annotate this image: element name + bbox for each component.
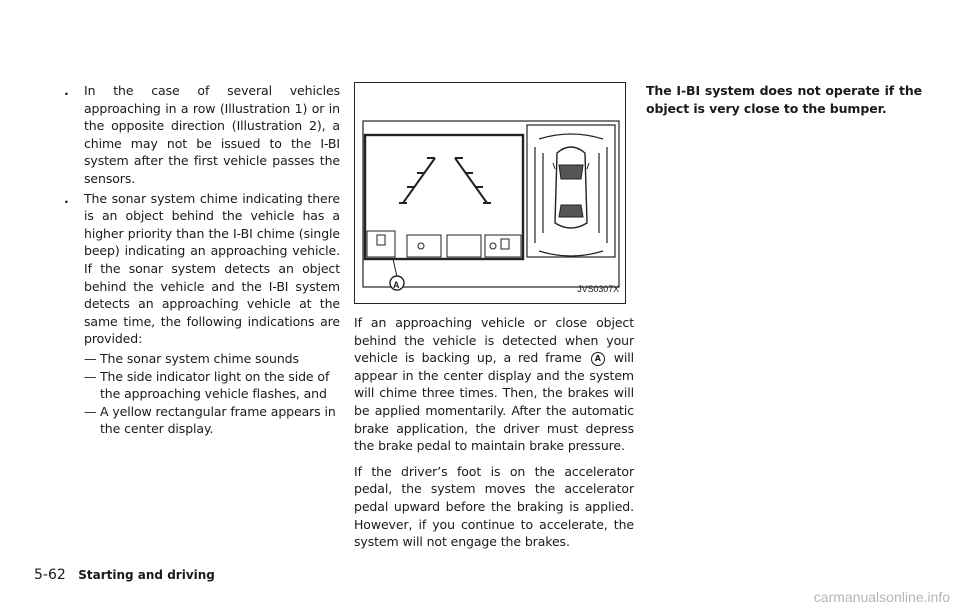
column-middle bbox=[354, 82, 634, 559]
page-number: 5-62 bbox=[34, 567, 66, 583]
paragraph: If the driver’s foot is on the accelerator pedal, the system moves the accelerator pedal upward before the braking is applied. However, if you continue to accelerate, the system will not engage the brakes. bbox=[354, 463, 634, 550]
car-top-view-icon bbox=[553, 147, 589, 228]
paragraph-text: If an approaching vehicle or close object behind the vehicle is detected when your vehicle is backing up, a red frame bbox=[354, 315, 634, 366]
dash-text: A yellow rectangular frame appears in the center display. bbox=[100, 403, 336, 437]
bullet-text: In the case of several vehicles approaching in a row (Illustration 1) or in the opposite direction (Illustration 2), a chime may not be issued to the I-BI system after the first vehicle passes the sensors. bbox=[84, 83, 340, 186]
callout-label: A bbox=[393, 280, 400, 290]
watermark: carmanualsonline.info bbox=[813, 589, 950, 605]
dash-item bbox=[64, 368, 340, 403]
dash-text: The side indicator light on the side of the approaching vehicle flashes, and bbox=[100, 368, 330, 402]
section-title: Starting and driving bbox=[78, 568, 215, 582]
bullet-marker: . bbox=[64, 83, 69, 98]
bullet-item bbox=[64, 82, 340, 188]
bullet-item bbox=[64, 190, 340, 348]
dash-marker: — bbox=[84, 403, 97, 419]
page-footer bbox=[34, 567, 215, 583]
dash-item bbox=[64, 350, 340, 368]
bullet-text: The sonar system chime indicating there is an object behind the vehicle has a higher priority than the I-BI chime (single beep) indicating an approaching vehicle. If the sonar system detects an object behind the vehicle and the I-BI system detects an approaching vehicle at the same time, the following indications are provided: bbox=[84, 190, 340, 347]
dash-text: The sonar system chime sounds bbox=[100, 350, 299, 366]
bullet-marker: . bbox=[64, 190, 69, 206]
warning-paragraph: The I-BI system does not operate if the object is very close to the bumper. bbox=[646, 83, 922, 116]
dash-item bbox=[64, 403, 340, 438]
dash-marker: — bbox=[84, 368, 97, 384]
column-left bbox=[64, 82, 340, 438]
paragraph-text: will appear in the center display and the system will chime three times. Then, the brakes will be applied momentarily. After the automatic brake application, the driver must depress the brake pedal to maintain brake pressure. bbox=[354, 350, 635, 454]
illustration-code: JVS0307X bbox=[577, 284, 619, 295]
column-right bbox=[646, 82, 922, 125]
paragraph bbox=[354, 314, 634, 455]
center-display-drawing bbox=[355, 83, 625, 303]
callout-inline-icon: A bbox=[591, 352, 605, 366]
display-illustration bbox=[354, 82, 626, 304]
dash-marker: — bbox=[84, 350, 97, 366]
